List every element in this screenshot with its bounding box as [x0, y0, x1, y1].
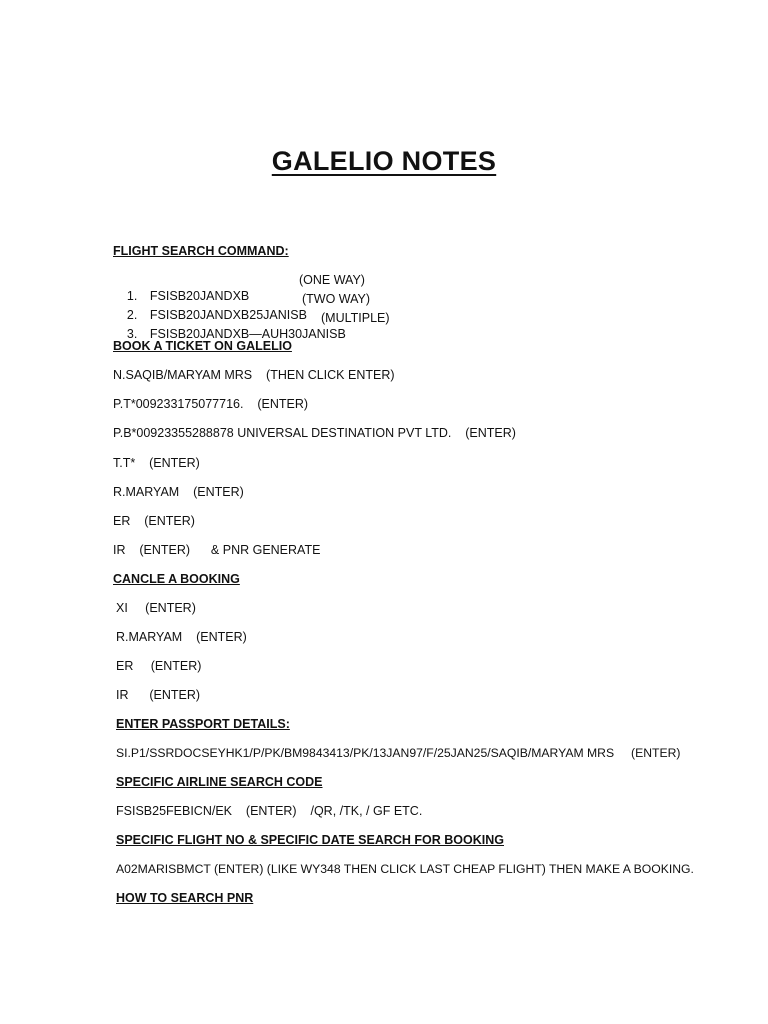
- command-note: (MULTIPLE): [321, 311, 390, 325]
- document-title: GALELIO NOTES: [271, 146, 497, 176]
- list-number: 3.: [126, 327, 138, 341]
- command-line: P.B*00923355288878 UNIVERSAL DESTINATION PVT LTD. (ENTER): [113, 426, 516, 440]
- command-text: FSISB20JANDXB: [149, 289, 250, 303]
- list-number: 2.: [126, 308, 138, 322]
- command-line: A02MARISBMCT (ENTER) (LIKE WY348 THEN CLICK LAST CHEAP FLIGHT) THEN MAKE A BOOKING.: [116, 862, 694, 876]
- command-note: (ONE WAY): [299, 273, 365, 287]
- flight-search-heading: FLIGHT SEARCH COMMAND:: [113, 244, 289, 258]
- command-line: IR (ENTER): [116, 688, 201, 702]
- airline-search-heading: SPECIFIC AIRLINE SEARCH CODE: [116, 775, 323, 789]
- flight-no-search-heading: SPECIFIC FLIGHT NO & SPECIFIC DATE SEARCH FOR BOOKING: [116, 833, 504, 847]
- command-line: R.MARYAM (ENTER): [113, 485, 244, 499]
- command-line: T.T* (ENTER): [113, 456, 200, 470]
- book-ticket-heading: BOOK A TICKET ON GALELIO: [113, 339, 292, 353]
- command-line: XI (ENTER): [116, 601, 196, 615]
- command-line: SI.P1/SSRDOCSEYHK1/P/PK/BM9843413/PK/13JAN97/F/25JAN25/SAQIB/MARYAM MRS (ENTER): [116, 746, 681, 760]
- command-line: ER (ENTER): [113, 514, 195, 528]
- command-line: IR (ENTER) & PNR GENERATE: [113, 543, 321, 557]
- passport-heading: ENTER PASSPORT DETAILS:: [116, 717, 290, 731]
- command-note: (TWO WAY): [302, 292, 371, 306]
- command-line: FSISB25FEBICN/EK (ENTER) /QR, /TK, / GF ETC.: [116, 804, 423, 818]
- cancel-booking-heading: CANCLE A BOOKING: [113, 572, 240, 586]
- command-line: N.SAQIB/MARYAM MRS (THEN CLICK ENTER): [113, 368, 395, 382]
- command-line: R.MARYAM (ENTER): [116, 630, 247, 644]
- search-pnr-heading: HOW TO SEARCH PNR: [116, 891, 254, 905]
- command-text: FSISB20JANDXB—AUH30JANISB: [149, 327, 346, 341]
- command-line: P.T*009233175077716. (ENTER): [113, 397, 309, 411]
- list-number: 1.: [126, 289, 138, 303]
- command-line: ER (ENTER): [116, 659, 202, 673]
- command-text: FSISB20JANDXB25JANISB: [149, 308, 307, 322]
